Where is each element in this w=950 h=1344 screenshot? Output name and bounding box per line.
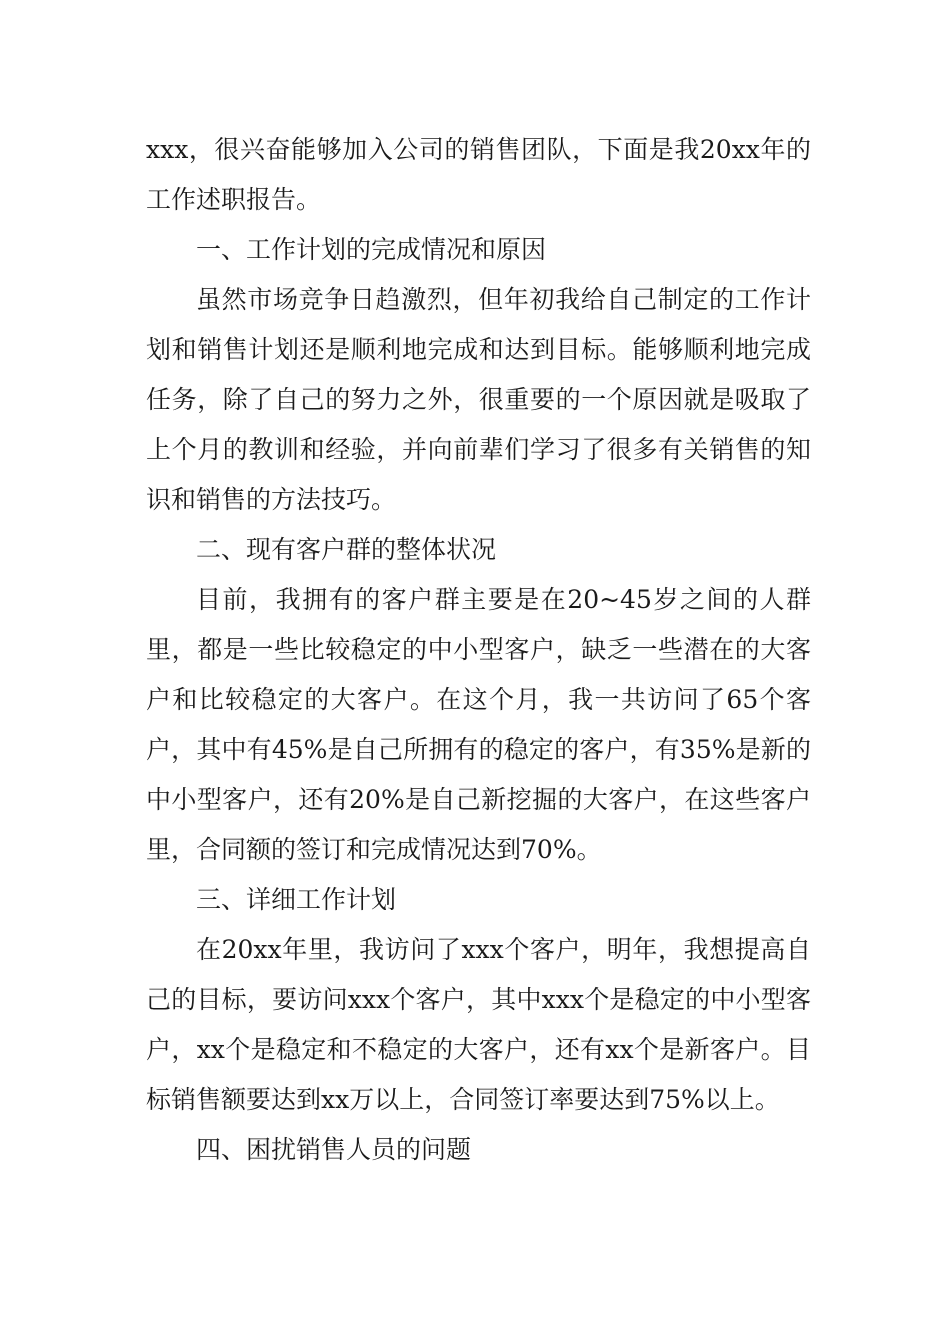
section-2-paragraph: 目前，我拥有的客户群主要是在20~45岁之间的人群里，都是一些比较稳定的中小型客户，缺乏一些潜在的大客户和比较稳定的大客户。在这个月，我一共访问了65个客户，其中有45%是自己所拥有的稳定的客户，有35%是新的中小型客户，还有20%是自己新挖掘的大客户，在这些客户里，合同额的签订和完成情况达到70%。	[146, 585, 811, 864]
document-body	[146, 125, 811, 1175]
section-heading-2: 二、现有客户群的整体状况	[196, 535, 497, 564]
section-heading-1: 一、工作计划的完成情况和原因	[196, 235, 547, 264]
section-heading-3: 三、详细工作计划	[196, 885, 397, 914]
section-heading-4: 四、困扰销售人员的问题	[196, 1135, 472, 1164]
section-3-paragraph: 在20xx年里，我访问了xxx个客户，明年，我想提高自己的目标，要访问xxx个客户，其中xxx个是稳定的中小型客户，xx个是稳定和不稳定的大客户，还有xx个是新客户。目标销售额要达到xx万以上，合同签订率要达到75%以上。	[146, 935, 811, 1114]
intro-paragraph: xxx，很兴奋能够加入公司的销售团队，下面是我20xx年的工作述职报告。	[146, 135, 811, 214]
section-1-paragraph: 虽然市场竞争日趋激烈，但年初我给自己制定的工作计划和销售计划还是顺利地完成和达到目标。能够顺利地完成任务，除了自己的努力之外，很重要的一个原因就是吸取了上个月的教训和经验，并向前辈们学习了很多有关销售的知识和销售的方法技巧。	[146, 285, 811, 514]
